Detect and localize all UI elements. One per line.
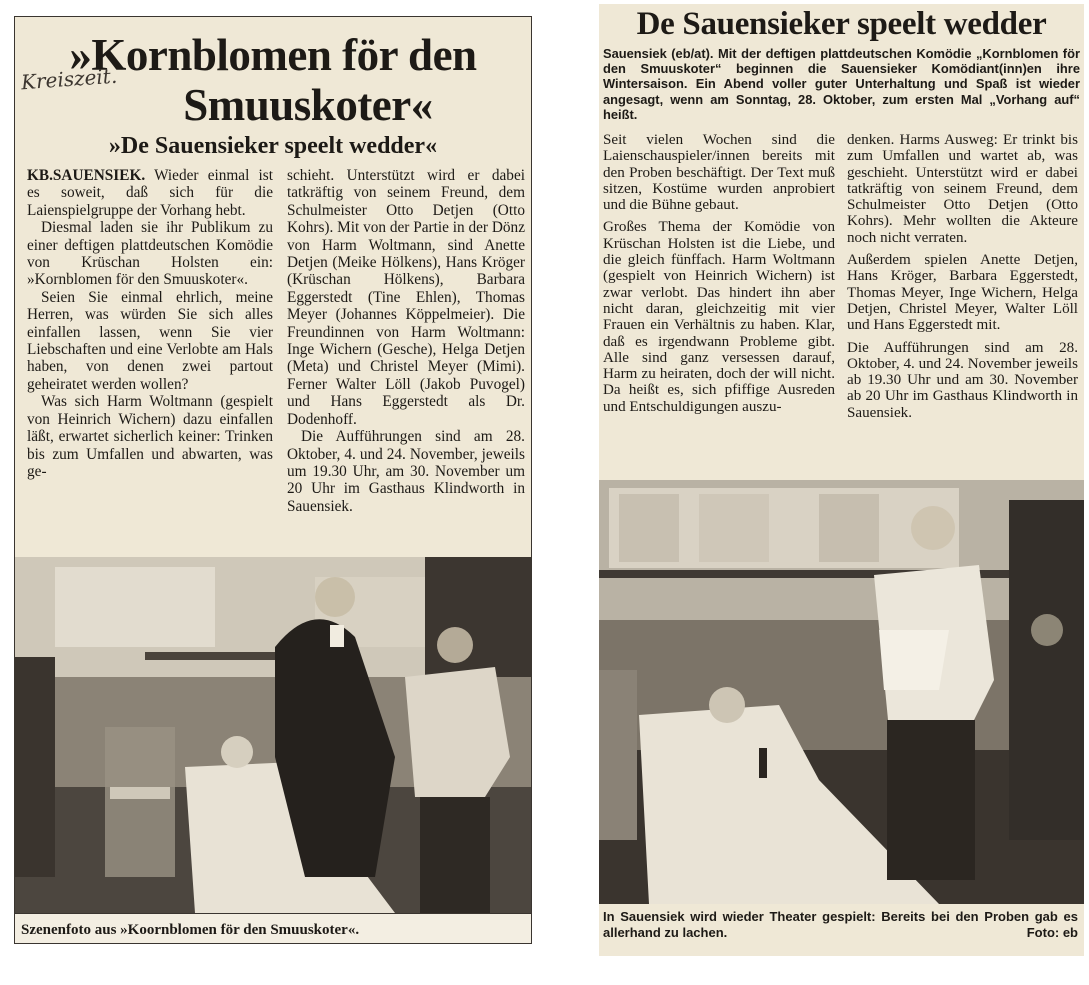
photo-caption: Szenenfoto aus »Koornblomen för den Smuuskoter«.: [15, 913, 531, 944]
paragraph: Außerdem spielen Anette Detjen, Hans Kröger, Barbara Eggerstedt, Thomas Meyer, Inge Wichern, Helga Detjen, Christel Meyer, Walter Löll und Hans Eggerstedt mit.: [847, 252, 1078, 334]
paragraph: denken. Harms Ausweg: Er trinkt bis zum Umfallen und wartet ab, was geschieht. Unterstützt wird er dabei tatkräftig von seinem Freund, dem Schulmeister Otto Detjen (Otto Kohrs). Mehr wollten die Akteure noch nicht verraten.: [847, 132, 1078, 246]
photo-caption: [603, 909, 1078, 941]
headline-line-1: »Kornblomen för den: [69, 30, 477, 80]
kicker: KB.SAUENSIEK.: [27, 167, 146, 184]
paragraph: KB.SAUENSIEK. Wieder einmal ist es soweit, daß sich für die Laienspielgruppe der Vorhang hebt.: [27, 167, 273, 219]
article-column-2: [287, 167, 525, 515]
paragraph: Großes Thema der Komödie von Krüschan Holsten ist die Liebe, und die gleich fünffach. Harm Woltmann (gespielt von Heinrich Wichern) ist zwar verlobt. Das hindert ihn aber nicht daran, gleichzeitig mit vier Frauen ein Verhältnis zu haben. Klar, daß es irgendwann Probleme gibt. Alle sind ganz versessen darauf, Harm zu heiraten, doch der will nicht. Da heißt es, sich pfiffige Ausreden und Entschuldigungen auszu-: [603, 219, 835, 415]
article-column-1: [603, 132, 835, 415]
paragraph: Seien Sie einmal ehrlich, meine Herren, was würden Sie sich alles einfallen lassen, wenn Sie vier Liebschaften und eine Verlobte am Hals haben, von denen zwei partout geheiratet werden wollen?: [27, 288, 273, 393]
rehearsal-photo: [599, 480, 1084, 904]
scene-photo: [15, 557, 531, 913]
paragraph: Seit vielen Wochen sind die Laienschauspieler/innen bereits mit den Proben beschäftigt. Der Text muß sitzen, Kostüme wurden anprobiert und die Bühne gebaut.: [603, 132, 835, 214]
article-column-1: [27, 167, 273, 480]
article-column-2: [847, 132, 1078, 421]
left-newspaper-clipping: [14, 16, 532, 944]
lead-paragraph: Sauensiek (eb/at). Mit der deftigen plattdeutschen Komödie „Kornblomen för den Smuuskoter“ beginnen die Sauensieker Komödiant(inn)en ihre Wintersaison. Ein Abend voller guter Unterhaltung und Spaß ist wieder angesagt, wenn am Sonntag, 28. Oktober, zum ersten Mal „Vorhang auf“ heißt.: [603, 46, 1080, 122]
subheadline: »De Sauensieker speelt wedder«: [108, 133, 438, 159]
handwritten-note: Kreiszeit.: [20, 63, 118, 95]
headline: De Sauensieker speelt wedder: [636, 6, 1047, 42]
paragraph: Die Aufführungen sind am 28. Oktober, 4. und 24. November jeweils ab 19.30 Uhr und am 30. November ab 20 Uhr im Gasthaus Klindworth in Sauensiek.: [847, 339, 1078, 421]
paragraph: schieht. Unterstützt wird er dabei tatkräftig von seinem Freund, dem Schulmeister Otto Detjen (Otto Kohrs). Mit von der Partie in der Dönz von Harm Woltmann, sind Anette Detjen (Meike Hölkens), Hans Kröger (Krüschan Hölkens), Barbara Eggerstedt (Tine Ehlen), Thomas Meyer (Johannes Köppelmeier). Die Freundinnen von Harm Woltmann: Inge Wichern (Gesche), Helga Detjen (Meta) und Christel Meyer (Mimi). Ferner Walter Löll (Jakob Puvogel) und Hans Eggerstedt als Dr. Dodenhoff.: [287, 167, 525, 428]
paragraph: Die Aufführungen sind am 28. Oktober, 4. und 24. November, jeweils um 19.30 Uhr, am 30. November um 20 Uhr im Gasthaus Klindworth in Sauensiek.: [287, 428, 525, 515]
paragraph: Diesmal laden sie ihr Publikum zu einer deftigen plattdeutschen Komödie von Krüschan Holsten ein: »Kornblomen för den Smuuskoter«.: [27, 219, 273, 289]
photo-credit: Foto: eb: [1026, 925, 1078, 940]
headline-line-2: Smuuskoter«: [183, 80, 433, 130]
caption-text: In Sauensiek wird wieder Theater gespielt: Bereits bei den Proben gab es allerhand zu lachen.: [603, 909, 1078, 940]
paragraph: Was sich Harm Woltmann (gespielt von Heinrich Wichern) dazu einfallen läßt, erwartet sicherlich keiner: Trinken bis zum Umfallen und abwarten, was ge-: [27, 393, 273, 480]
right-newspaper-clipping: [599, 4, 1084, 956]
